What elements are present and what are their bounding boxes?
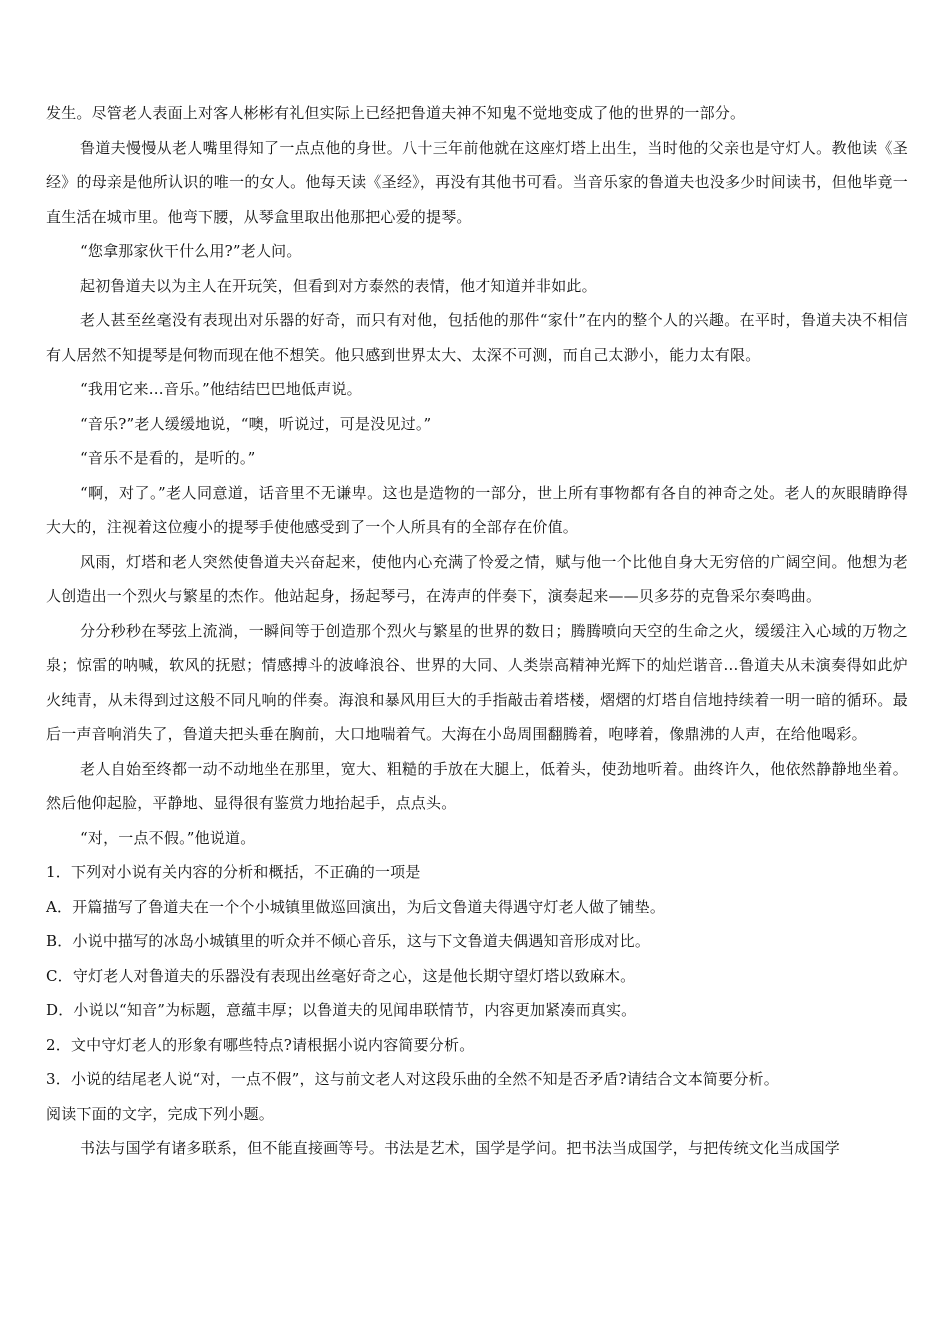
- dialogue-line: “音乐?”老人缓缓地说，“噢，听说过，可是没见过。”: [80, 414, 432, 433]
- option-a: A．开篇描写了鲁道夫在一个个小城镇里做巡回演出，为后文鲁道夫得遇守灯老人做了铺垫。: [46, 897, 666, 916]
- paragraph: 风雨，灯塔和老人突然使鲁道夫兴奋起来，使他内心充满了怜爱之情，赋与他一个比他自身大无穷倍的广阔空间。他想为老人创造出一个烈火与繁星的杰作。他站起身，扬起琴弓，在涛声的伴奏下，演奏起来——贝多芬的克鲁采尔奏鸣曲。: [46, 552, 908, 605]
- dialogue-line: “音乐不是看的，是听的。”: [80, 449, 256, 467]
- paragraph: 起初鲁道夫以为主人在开玩笑，但看到对方泰然的表情，他才知道并非如此。: [80, 276, 597, 295]
- paragraph: 老人甚至丝毫没有表现出对乐器的好奇，而只有对他，包括他的那件“家什”在内的整个人的兴趣。在平时，鲁道夫决不相信有人居然不知提琴是何物而现在他不想笑。他只感到世界太大、太深不可测，而自己太渺小，能力太有限。: [46, 311, 908, 364]
- paragraph: 老人自始至终都一动不动地坐在那里，宽大、粗糙的手放在大腿上，低着头，使劲地听着。曲终许久，他依然静静地坐着。然后他仰起脸，平静地、显得很有鉴赏力地抬起手，点点头。: [46, 759, 908, 812]
- document-page: [46, 96, 908, 1166]
- dialogue-line: “对，一点不假。”他说道。: [80, 828, 256, 847]
- paragraph: 分分秒秒在琴弦上流淌，一瞬间等于创造那个烈火与繁星的世界的数日；腾腾喷向天空的生命之火，缓缓注入心域的万物之泉；惊雷的呐喊，软风的抚慰；情感搏斗的波峰浪谷、世界的大同、人类崇高精神光辉下的灿烂谐音…鲁道夫从未演奏得如此炉火纯青，从未得到过这般不同凡响的伴奏。海浪和暴风用巨大的手指敲击着塔楼，熠熠的灯塔自信地持续着一明一暗的循环。最后一声音响消失了，鲁道夫把头垂在胸前，大口地喘着气。大海在小岛周围翻腾着，咆哮着，像鼎沸的人声，在给他喝彩。: [46, 621, 908, 743]
- reading-instruction: 阅读下面的文字，完成下列小题。: [46, 1104, 275, 1123]
- paragraph: “啊，对了。”老人同意道，话音里不无谦卑。这也是造物的一部分，世上所有事物都有各自的神奇之处。老人的灰眼睛睁得大大的，注视着这位瘦小的提琴手使他感受到了一个人所具有的全部存在价值。: [46, 483, 908, 536]
- dialogue-line: “您拿那家伙干什么用?”老人问。: [80, 242, 302, 260]
- dialogue-line: “我用它来…音乐。”他结结巴巴地低声说。: [80, 380, 362, 398]
- paragraph-continuation: 发生。尽管老人表面上对客人彬彬有礼但实际上已经把鲁道夫神不知鬼不觉地变成了他的世界的一部分。: [46, 104, 746, 122]
- option-d: D．小说以“知音”为标题，意蕴丰厚；以鲁道夫的见闻串联情节，内容更加紧凑而真实。: [46, 1001, 637, 1019]
- question-3: 3．小说的结尾老人说“对，一点不假”，这与前文老人对这段乐曲的全然不知是否矛盾?请结合文本简要分析。: [46, 1070, 779, 1088]
- option-b: B．小说中描写的冰岛小城镇里的听众并不倾心音乐，这与下文鲁道夫偶遇知音形成对比。: [46, 932, 651, 950]
- paragraph: 书法与国学有诸多联系，但不能直接画等号。书法是艺术，国学是学问。把书法当成国学，与把传统文化当成国学: [80, 1139, 841, 1157]
- paragraph: 鲁道夫慢慢从老人嘴里得知了一点点他的身世。八十三年前他就在这座灯塔上出生，当时他的父亲也是守灯人。教他读《圣经》的母亲是他所认识的唯一的女人。他每天读《圣经》，再没有其他书可看。当音乐家的鲁道夫也没多少时间读书，但他毕竟一直生活在城市里。他弯下腰，从琴盒里取出他那把心爱的提琴。: [46, 138, 908, 226]
- question-2: 2．文中守灯老人的形象有哪些特点?请根据小说内容简要分析。: [46, 1035, 475, 1054]
- option-c: C．守灯老人对鲁道夫的乐器没有表现出丝毫好奇之心，这是他长期守望灯塔以致麻木。: [46, 966, 636, 985]
- question-1: 1．下列对小说有关内容的分析和概括，不正确的一项是: [46, 863, 421, 881]
